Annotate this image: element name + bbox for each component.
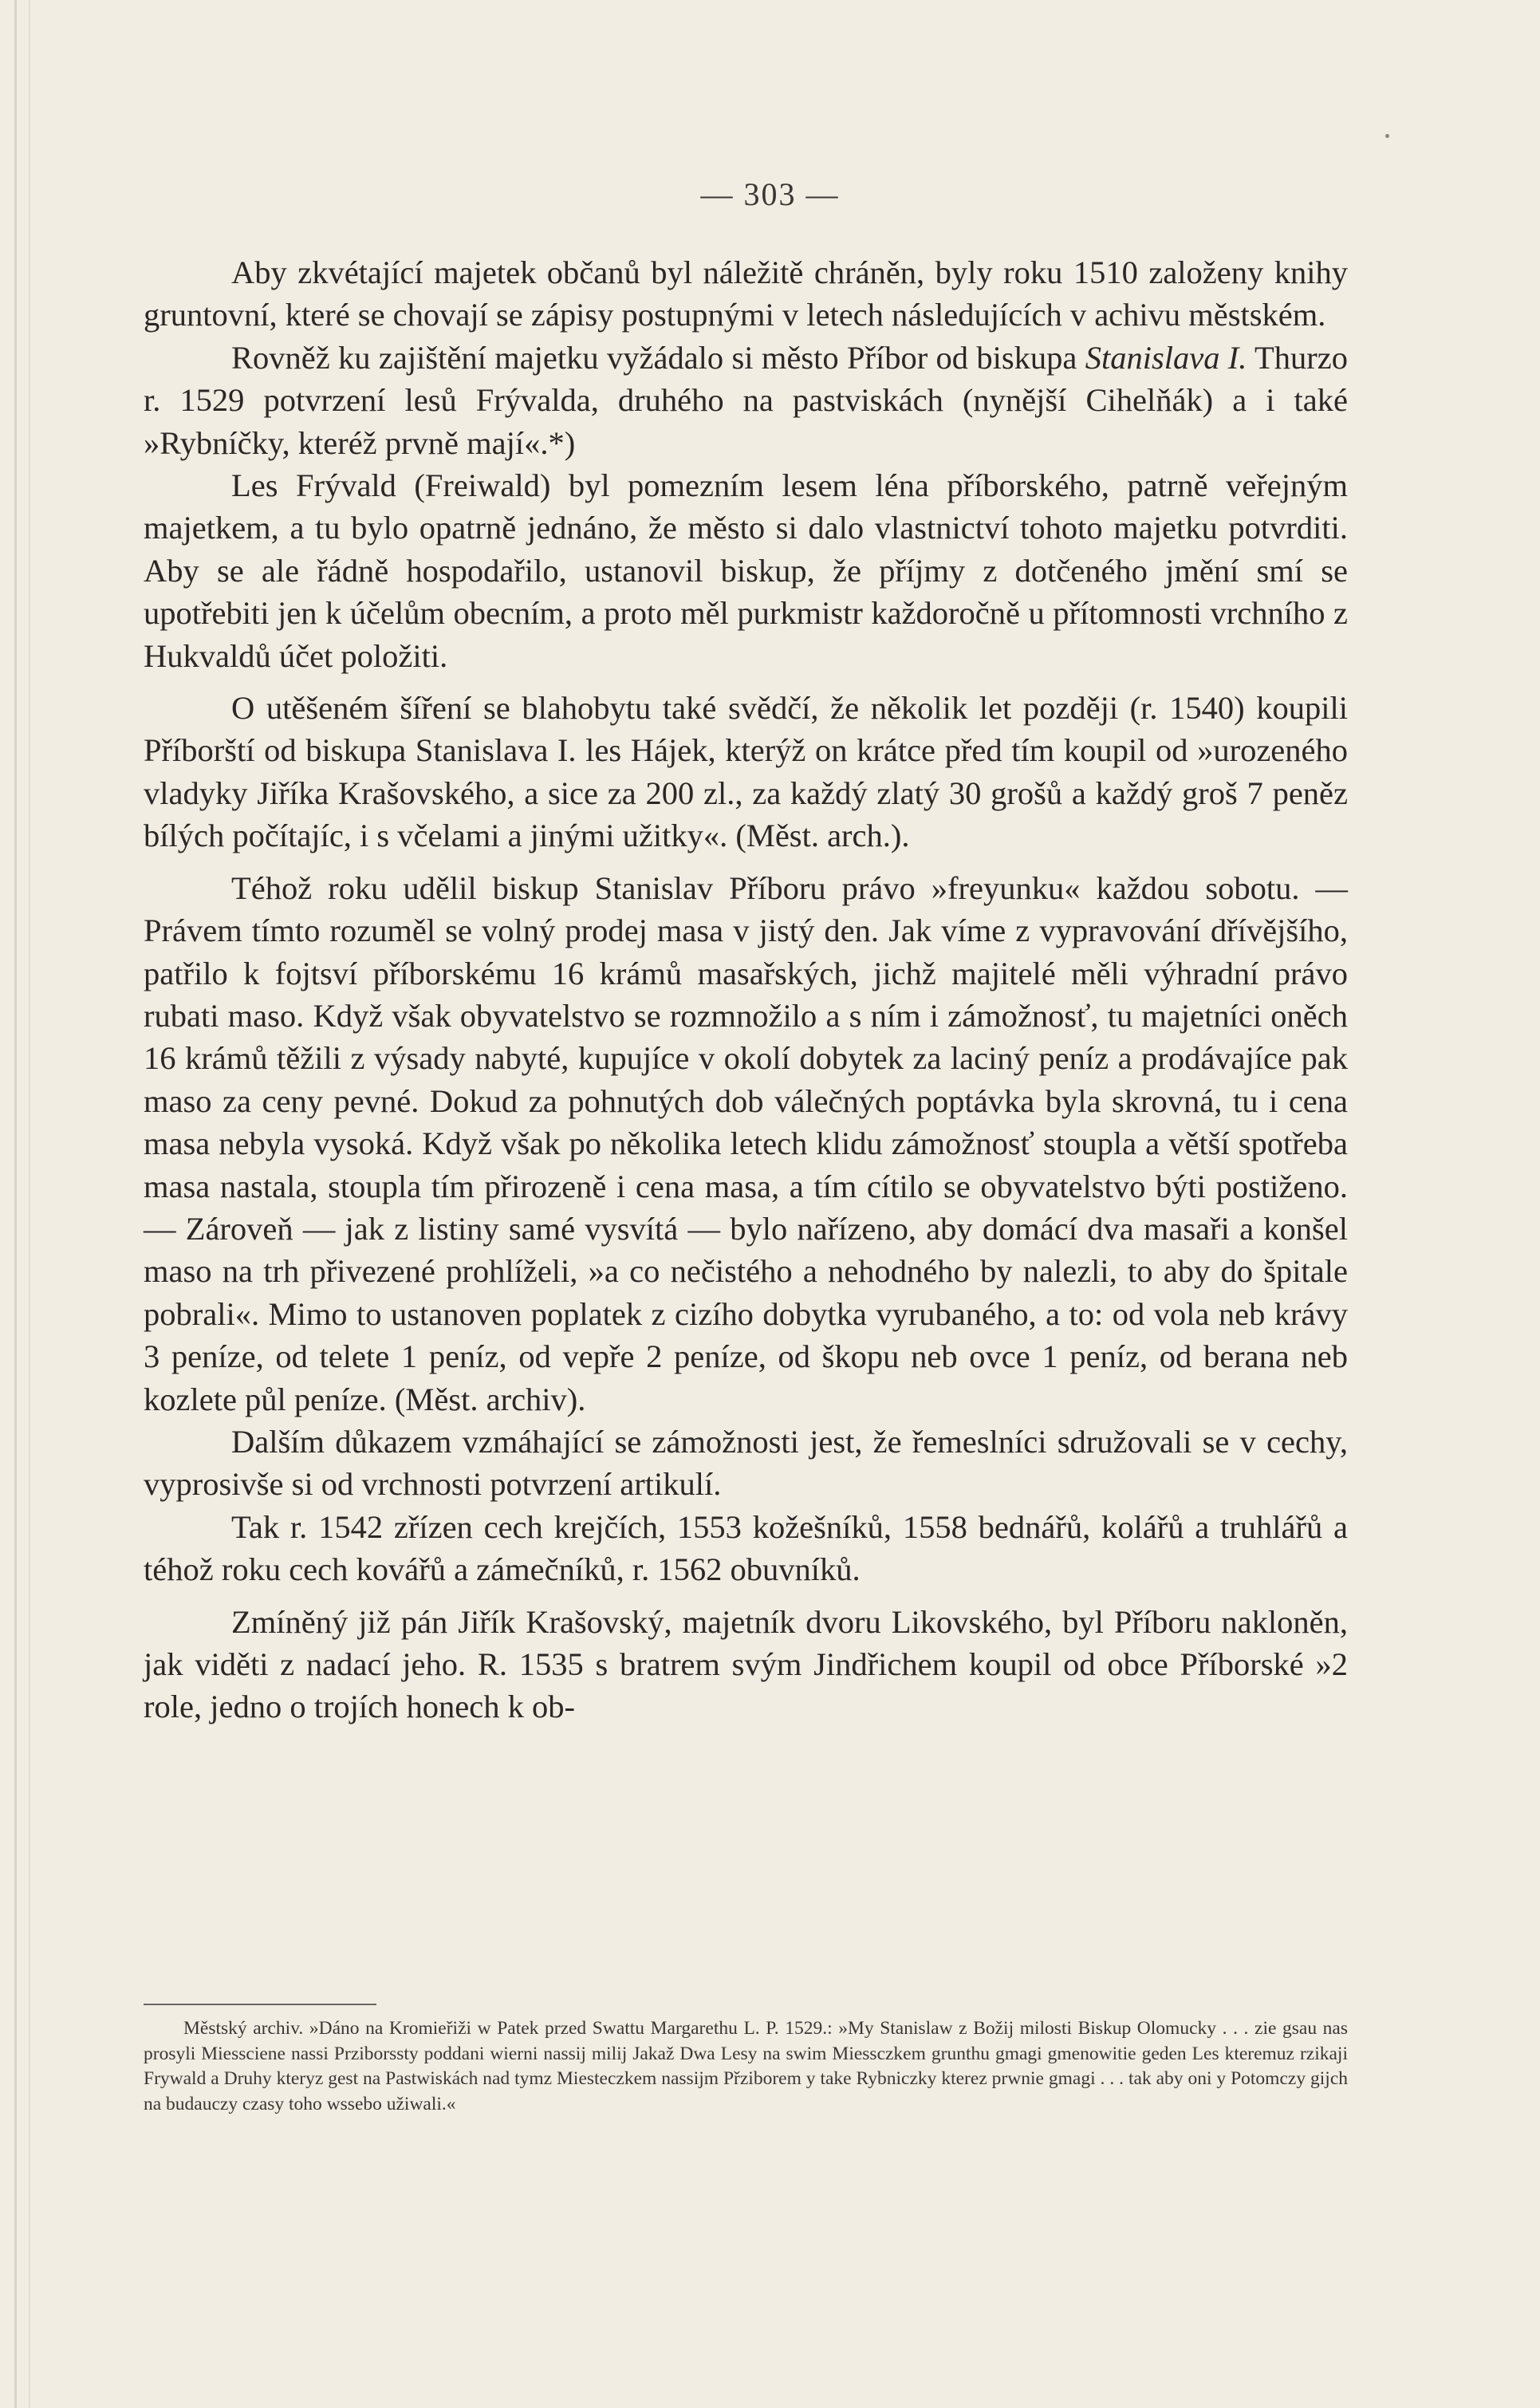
page-edge (14, 0, 17, 2408)
paragraph-text: Tak r. 1542 zřízen cech krejčích, 1553 kožešníků, 1558 bednářů, kolářů a truhlářů a téhož roku cech kovářů a zámečníků, r. 1562 obuvníků. (144, 1508, 1348, 1588)
footnote-divider (144, 2004, 376, 2005)
paragraph (144, 867, 1348, 1421)
body-text (144, 251, 1348, 1728)
paragraph (144, 687, 1348, 857)
paragraph (144, 1421, 1348, 1506)
paragraph-text: O utěšeném šíření se blahobytu také svědčí, že několik let později (r. 1540) koupili Příborští od biskupa Stanislava I. les Hájek, kterýž on krátce před tím koupil od »urozeného vladyky Jiříka Krašovského, a sice za 200 zl., za každý zlatý 30 grošů a každý groš 7 peněz bílých počítajíc, i s včelami a jinými užitky«. (Měst. arch.). (144, 690, 1348, 854)
paragraph-text: Thurzo r. 1529 potvrzení lesů Frývalda, druhého na pastviskách (nynější Cihelňák) a i také »Rybníčky, kteréž prvně mají«.*) (144, 339, 1348, 461)
paragraph (144, 337, 1348, 464)
paragraph-text: Dalším důkazem vzmáhající se zámožnosti jest, že řemeslníci sdružovali se v cechy, vyprosivše si od vrchnosti potvrzení artikulí. (144, 1423, 1348, 1503)
paragraph-text: Aby zkvétající majetek občanů byl náležitě chráněn, byly roku 1510 založeny knihy gruntovní, které se chovají se zápisy postupnými v letech následujících v achivu městském. (144, 254, 1348, 333)
paragraph-text: Téhož roku udělil biskup Stanislav Příboru právo »freyunku« každou sobotu. — Právem tímto rozuměl se volný prodej masa v jistý den. Jak víme z vypravování dřívějšího, patřilo k fojtsví příborskému 16 krámů masařských, jichž majitelé měli výhradní právo rubati maso. Když však obyvatelstvo se rozmnožilo a s ním i zámožnosť, tu majetníci oněch 16 krámů těžili z výsady nabyté, kupujíce v okolí dobytek za laciný peníz a prodávajíce pak maso za ceny pevné. Dokud za pohnutých dob válečných poptávka byla skrovná, tu i cena masa nebyla vysoká. Když však po několika letech klidu zámožnosť stoupla a větší spotřeba masa nastala, stoupla tím přirozeně i cena masa, a tím cítilo se obyvatelstvo býti postiženo. — Zároveň — jak z listiny samé vysvítá — bylo nařízeno, aby domácí dva masaři a konšel maso na trh přivezené prohlíželi, »a co nečistého a nehodného by nalezli, to aby do špitale pobrali«. Mimo to ustanoven poplatek z cizího dobytka vyrubaného, a to: od vola neb krávy 3 peníze, od telete 1 peníz, od vepře 2 peníze, od škopu neb ovce 1 peníz, od berana neb kozlete půl peníze. (Měst. archiv). (144, 869, 1348, 1417)
paragraph-text: Les Frývald (Freiwald) byl pomezním lesem léna příborského, patrně veřejným majetkem, a tu bylo opatrně jednáno, že město si dalo vlastnictví tohoto majetku potvrditi. Aby se ale řádně hospodařilo, ustanovil biskup, že příjmy z dotčeného jmění smí se upotřebiti jen k účelům obecním, a proto měl purkmistr každoročně u přítomnosti vrchního z Hukvaldů účet položiti. (144, 467, 1348, 674)
paragraph (144, 251, 1348, 337)
paragraph (144, 1506, 1348, 1591)
print-speck (1385, 134, 1389, 138)
paragraph (144, 464, 1348, 677)
paragraph (144, 1601, 1348, 1728)
page-edge-shadow (29, 0, 30, 2408)
paragraph-text: Zmíněný již pán Jiřík Krašovský, majetník dvoru Likovského, byl Příboru nakloněn, jak viděti z nadací jeho. R. 1535 s bratrem svým Jindřichem koupil od obce Příborské »2 role, jedno o trojích honech k ob- (144, 1603, 1348, 1725)
footnote: Městský archiv. »Dáno na Kromieřiži w Patek przed Swattu Margarethu L. P. 1529.: »My Stanislaw z Božij milosti Biskup Olomucky . . . zie gsau nas prosyli Miessciene nassi Prziborssty poddani wierni nassij milij Jakaž Dwa Lesy na swim Miessczkem grunthu gmagi gmenowitie geden Les kteremuz rzikaji Frywald a Druhy kteryz gest na Pastwiskách nad tymz Miesteczkem nassijm Přziborem y take Rybniczky kterez prwnie gmagi . . . tak aby oni y Potomczy gijch na budauczy czasy toho wssebo užiwali.« (144, 2018, 1348, 2114)
paragraph-text-italic: Stanislava I. (1085, 339, 1247, 376)
page-number: — 303 — (700, 176, 840, 212)
paragraph-text: Rovněž ku zajištění majetku vyžádalo si město Příbor od biskupa (231, 339, 1085, 376)
